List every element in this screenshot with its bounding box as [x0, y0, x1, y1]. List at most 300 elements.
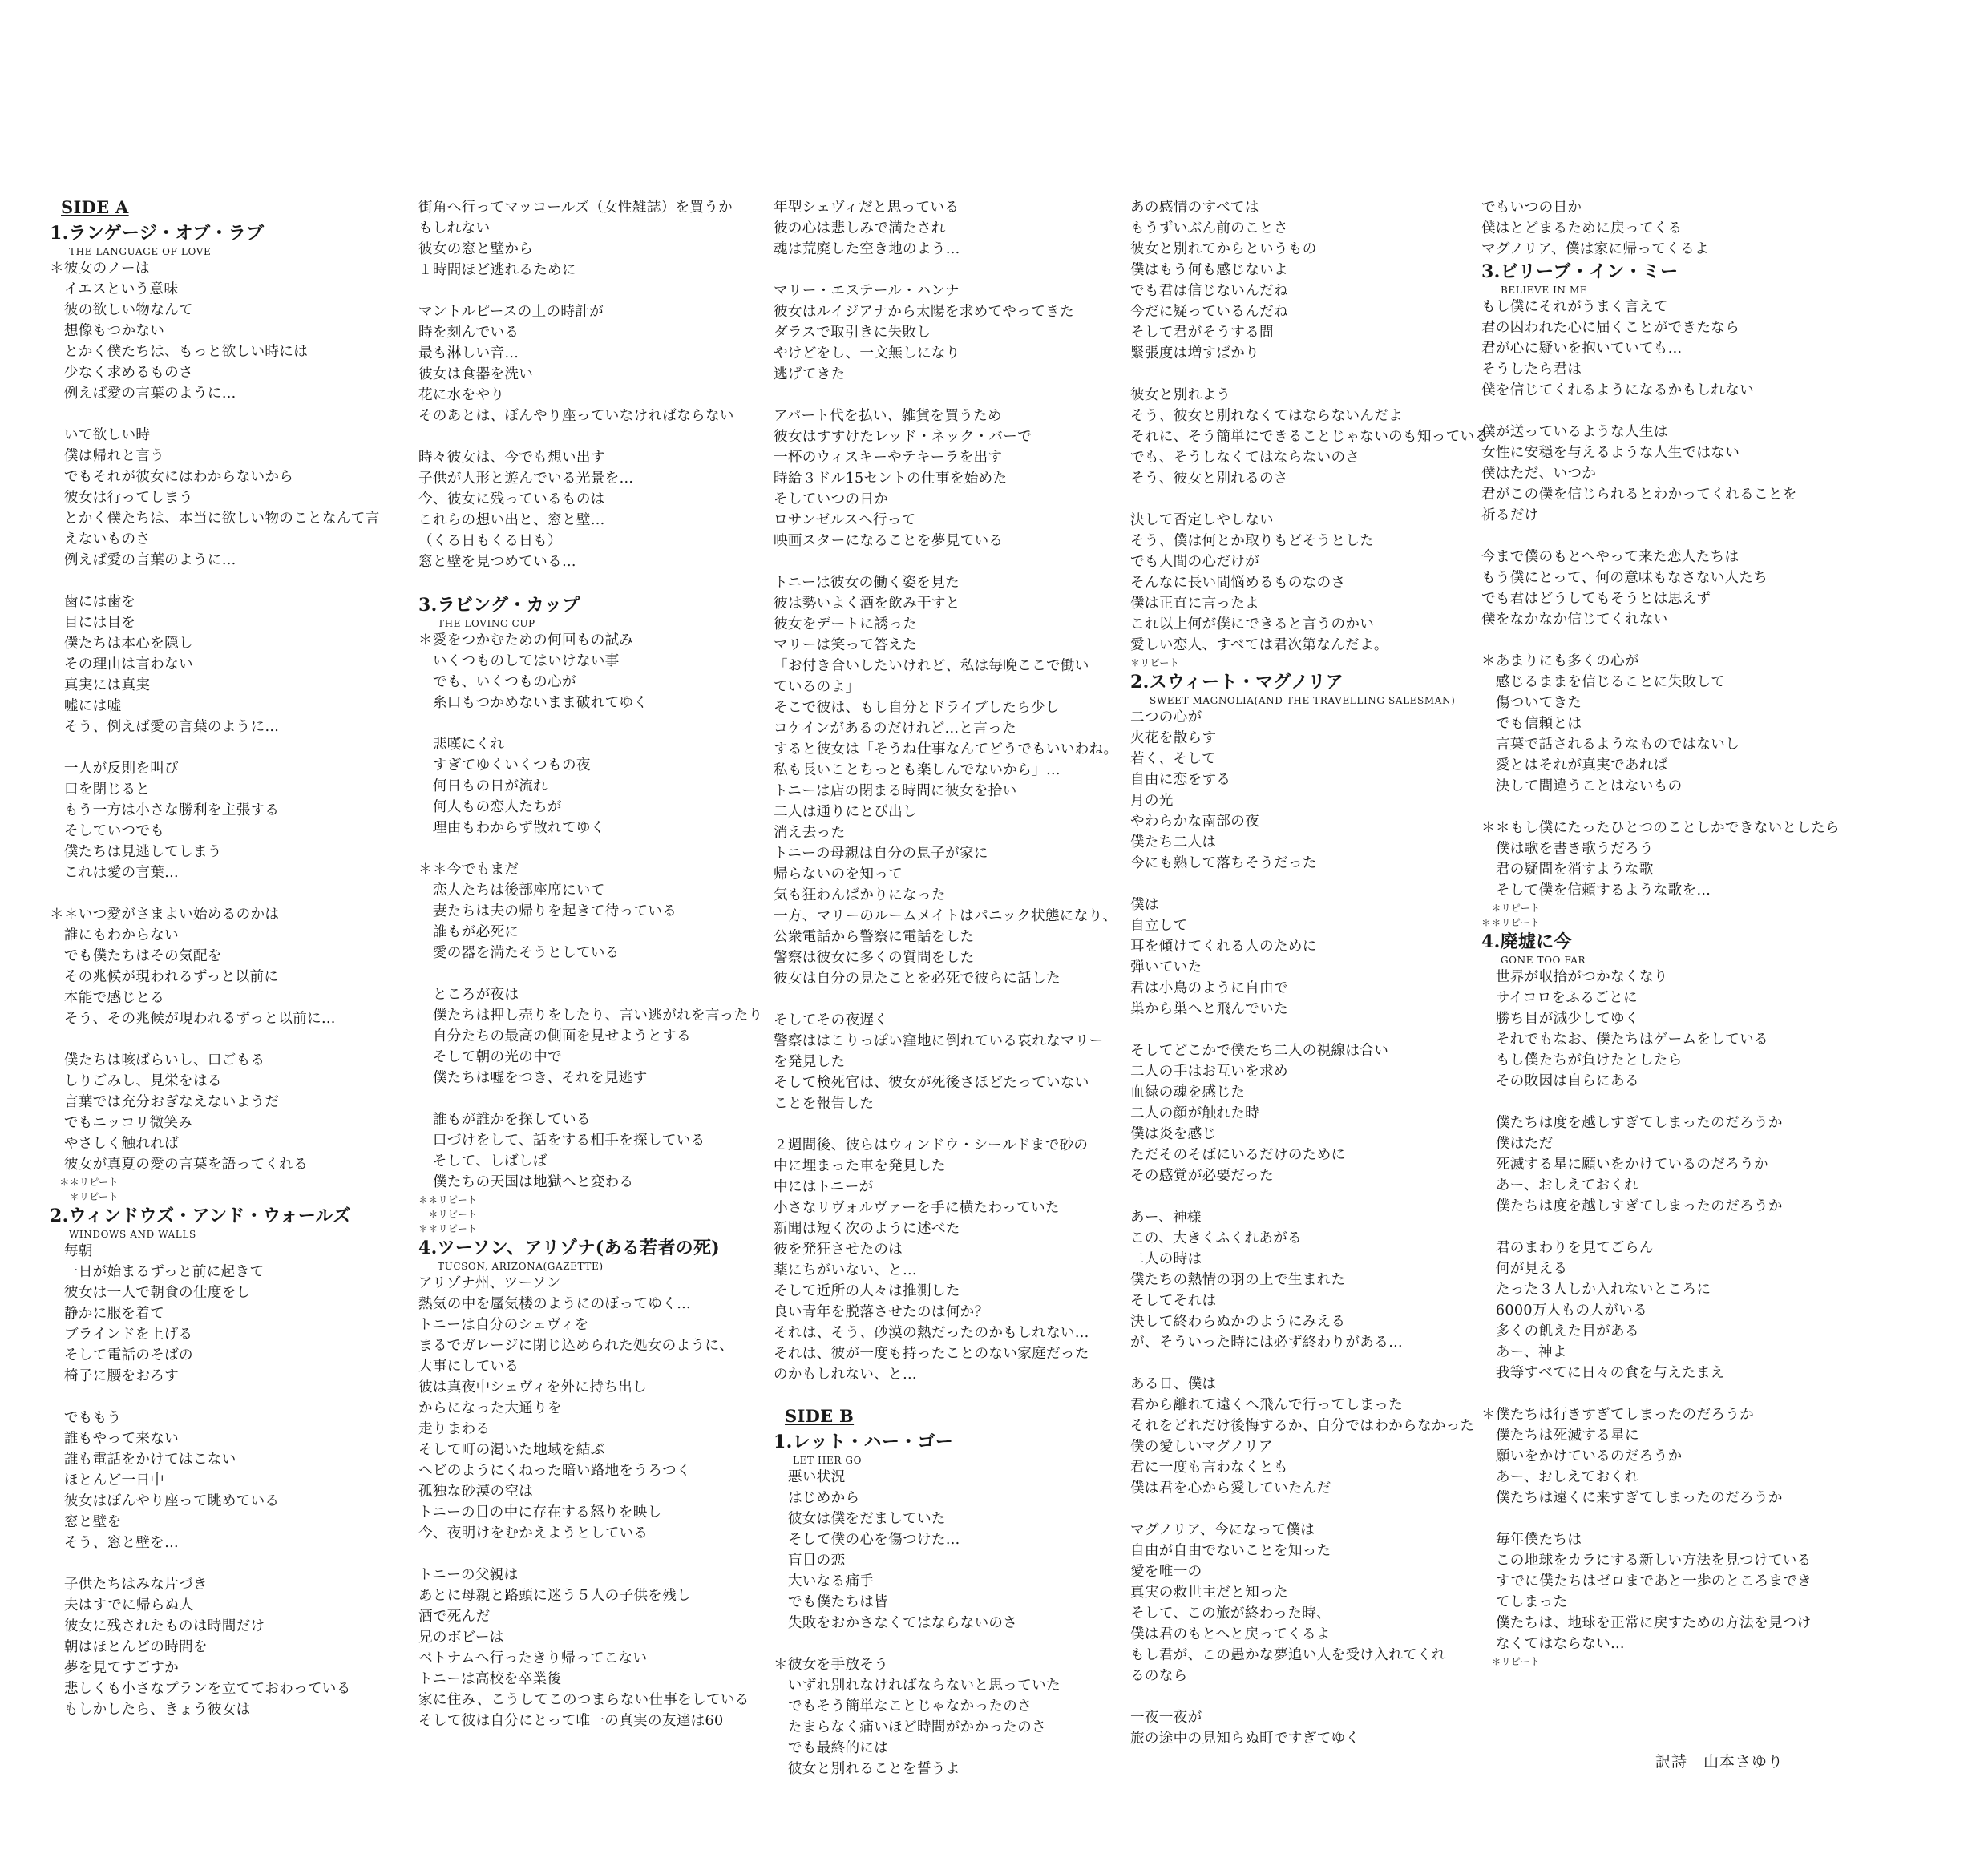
- lyric-line: 緊張度は増すばかり: [1130, 345, 1260, 361]
- lyric-line: 誰もが必死に: [418, 924, 519, 940]
- lyric-line: 自立して: [1130, 918, 1188, 934]
- lyrics-column-2: [418, 197, 763, 1731]
- stanza-gap: [50, 1029, 394, 1050]
- side-heading: SIDE B: [785, 1406, 855, 1426]
- lyrics-column-4: [1130, 197, 1489, 1749]
- lyric-line: 僕たちは咳ばらいし、口ごもる: [50, 1052, 265, 1068]
- lyric-line: ブラインドを上げる: [50, 1327, 193, 1343]
- lyric-line: 誰もが誰かを探している: [418, 1112, 591, 1128]
- lyric-line: もしかしたら、きょう彼女は: [50, 1702, 251, 1718]
- lyric-line: 歯には歯を: [50, 594, 136, 610]
- lyric-line: 何人もの恋人たちが: [418, 799, 562, 815]
- lyric-line: 夫はすでに帰らぬ人: [50, 1597, 194, 1614]
- lyric-line: 「お付き合いしたいけれど、私は毎晩ここで働い: [774, 658, 1089, 674]
- lyric-line: なくてはならない…: [1481, 1636, 1625, 1652]
- lyric-line: 僕たちは度を越しすぎてしまったのだろうか: [1481, 1198, 1783, 1214]
- lyric-line: それをどれだけ後悔するか、自分ではわからなかった: [1130, 1418, 1475, 1434]
- lyric-line: トニーの母親は自分の息子が家に: [774, 846, 988, 862]
- lyric-line: もうずいぶん前のことさ: [1130, 220, 1288, 236]
- lyric-line: はじめから: [774, 1490, 860, 1506]
- stanza-gap: [50, 1387, 394, 1408]
- lyric-line: とかく僕たちは、本当に欲しい物のことなんて言: [50, 511, 380, 527]
- lyric-line: そして電話のそばの: [50, 1347, 193, 1363]
- lyric-line: 火花を散らす: [1130, 730, 1217, 746]
- lyric-line: もし僕たちが負けたとしたら: [1481, 1052, 1683, 1068]
- lyric-line: でももう: [50, 1410, 122, 1426]
- lyric-line: 恋人たちは後部座席にいて: [418, 882, 605, 899]
- stanza-gap: [1481, 1217, 1826, 1238]
- stanza-gap: [1481, 1509, 1826, 1529]
- stanza-gap: [1481, 1383, 1826, 1404]
- stanza-gap: [774, 260, 1118, 281]
- lyric-line: 月の光: [1130, 793, 1174, 809]
- stanza-gap: [50, 737, 394, 758]
- repeat-marker: ＊＊リピート: [418, 1223, 478, 1234]
- lyric-line: 子供が人形と遊んでいる光景を…: [418, 471, 634, 487]
- lyric-line: アリゾナ州、ツーソン: [418, 1275, 561, 1291]
- stanza-gap: [1130, 1686, 1475, 1707]
- lyric-line: やわらかな南部の夜: [1130, 814, 1260, 830]
- lyric-line: 僕はただ: [1481, 1136, 1554, 1152]
- lyric-line: 決して終わらぬかのようにみえる: [1130, 1314, 1346, 1330]
- lyric-line: 最も淋しい音…: [418, 345, 519, 361]
- lyric-line: 彼は勢いよく酒を飲み干すと: [774, 596, 960, 612]
- lyric-line: 僕は: [1130, 897, 1159, 913]
- lyric-line: ロサンゼルスへ行って: [774, 512, 916, 528]
- lyric-line: 映画スターになることを夢見ている: [774, 533, 1004, 549]
- lyric-line: 君は小鳥のように自由で: [1130, 980, 1288, 996]
- lyric-line: 帰らないのを知って: [774, 866, 903, 882]
- lyric-line: 僕たちは死滅する星に: [1481, 1428, 1639, 1444]
- lyric-line: もう一方は小さな勝利を主張する: [50, 802, 280, 818]
- lyric-line: 大いなる痛手: [774, 1573, 875, 1589]
- song-title: 2.ウィンドウズ・アンド・ウォールズ: [50, 1206, 351, 1226]
- stanza-gap: [1130, 1353, 1475, 1374]
- lyric-line: あー、おしえておくれ: [1481, 1469, 1639, 1485]
- lyric-line: まるでガレージに閉じ込められた処女のように、: [418, 1338, 734, 1354]
- lyric-line: 想像もつかない: [50, 323, 165, 339]
- stanza-gap: [1481, 401, 1826, 422]
- stanza-gap: [1130, 1186, 1475, 1207]
- lyric-line: 一方、マリーのルームメイトはパニック状態になり、: [774, 908, 1117, 924]
- lyric-line: あー、神様: [1130, 1210, 1202, 1226]
- lyric-line: 窓と壁を見つめている…: [418, 554, 576, 570]
- lyric-line: そして近所の人々は推測した: [774, 1283, 960, 1299]
- lyric-line: でも人間の心だけが: [1130, 554, 1260, 570]
- lyric-line: 僕たちは、地球を正常に戻すための方法を見つけ: [1481, 1615, 1812, 1631]
- lyric-line: 妻たちは夫の帰りを起きて待っている: [418, 903, 677, 919]
- lyric-line: そして朝の光の中で: [418, 1049, 562, 1065]
- lyric-line: そして検死官は、彼女が死後さほどたっていない: [774, 1075, 1089, 1091]
- lyric-line: 何日もの日が流れ: [418, 778, 548, 794]
- lyric-line: でもニッコリ微笑み: [50, 1115, 193, 1131]
- lyric-line: そんなに長い間悩めるものなのさ: [1130, 575, 1346, 591]
- lyric-line: 自由が自由でないことを知った: [1130, 1543, 1331, 1559]
- lyric-line: でもそう簡単なことじゃなかったのさ: [774, 1698, 1032, 1715]
- lyric-line: そこで彼は、もし自分とドライブしたら少し: [774, 700, 1060, 716]
- lyric-line: 僕は歌を書き歌うだろう: [1481, 841, 1654, 857]
- lyric-line: ＊あまりにも多くの心が: [1481, 653, 1639, 669]
- lyric-line: あの感情のすべては: [1130, 200, 1259, 216]
- stanza-gap: [1481, 630, 1826, 651]
- lyric-line: もし君が、この愚かな夢追い人を受け入れてくれ: [1130, 1647, 1446, 1663]
- lyric-line: これ以上何が僕にできると言うのかい: [1130, 616, 1375, 632]
- lyric-line: 中にはトニーが: [774, 1179, 874, 1195]
- lyric-line: 僕の愛しいマグノリア: [1130, 1439, 1273, 1455]
- song-title: 4.ツーソン、アリゾナ(ある若者の死): [418, 1238, 720, 1258]
- lyric-line: あー、おしえておくれ: [1481, 1177, 1639, 1193]
- lyric-line: でもいつの日か: [1481, 200, 1582, 216]
- lyric-line: そして町の渇いた地域を結ぶ: [418, 1442, 605, 1458]
- lyric-line: 公衆電話から警察に電話をした: [774, 929, 975, 945]
- stanza-gap: [1130, 489, 1475, 510]
- lyric-line: 僕はもう何も感じないよ: [1130, 262, 1288, 278]
- lyric-line: この、大きくふくれあがる: [1130, 1230, 1303, 1246]
- lyric-line: でも君は信じないんだね: [1130, 283, 1288, 299]
- lyric-line: マグノリア、今になって僕は: [1130, 1522, 1315, 1538]
- lyric-line: ほとんど一日中: [50, 1472, 165, 1488]
- stanza-gap: [50, 883, 394, 904]
- lyric-line: 僕を信じてくれるようになるかもしれない: [1481, 382, 1754, 398]
- lyric-line: 走りまわる: [418, 1421, 491, 1437]
- lyric-line: 今、彼女に残っているものは: [418, 491, 605, 507]
- lyric-line: からになった大通りを: [418, 1400, 562, 1416]
- lyric-line: 彼女に残されたものは時間だけ: [50, 1618, 265, 1634]
- lyric-line: 彼女はぼんやり座って眺めている: [50, 1493, 280, 1509]
- stanza-gap: [1130, 1020, 1475, 1040]
- lyric-line: そして僕の心を傷つけた…: [774, 1532, 960, 1548]
- lyric-line: 警察は彼女に多くの質問をした: [774, 950, 975, 966]
- lyric-line: ことを報告した: [774, 1096, 875, 1112]
- lyric-line: ＊愛をつかむための何回もの試み: [418, 632, 634, 648]
- lyric-line: 時を刻んでいる: [418, 325, 519, 341]
- lyric-line: 僕は君のもとへと戻ってくるよ: [1130, 1626, 1331, 1642]
- lyric-line: 二人は通りにとび出し: [774, 804, 917, 820]
- lyric-line: ＊＊いつ愛がさまよい始めるのかは: [50, 907, 280, 923]
- lyric-line: いずれ別れなければならないと思っていた: [774, 1678, 1061, 1694]
- lyric-line: すでに僕たちはゼロまであと一歩のところまでき: [1481, 1573, 1812, 1589]
- lyric-line: コケインがあるのだけれど…と言った: [774, 721, 1016, 737]
- lyric-line: 今だに疑っているんだね: [1130, 304, 1288, 320]
- lyric-line: 僕たち二人は: [1130, 834, 1217, 850]
- stanza-gap: [774, 551, 1118, 572]
- stanza-gap: [418, 838, 763, 859]
- lyric-line: １時間ほど逃れるために: [418, 262, 576, 278]
- repeat-marker: ＊リピート: [50, 1191, 119, 1202]
- stanza-gap: [418, 1544, 763, 1565]
- song-subtitle: WINDOWS AND WALLS: [69, 1229, 196, 1240]
- lyric-line: もし僕にそれがうまく言えて: [1481, 299, 1668, 315]
- lyric-line: たった３人しか入れないところに: [1481, 1282, 1711, 1298]
- lyric-line: を発見した: [774, 1054, 846, 1070]
- lyric-line: ただそのそばにいるだけのために: [1130, 1147, 1346, 1163]
- lyric-line: 本能で感じとる: [50, 990, 165, 1006]
- lyric-line: マントルピースの上の時計が: [418, 304, 604, 320]
- lyric-line: てしまった: [1481, 1594, 1568, 1610]
- lyric-line: その敗因は自らにある: [1481, 1073, 1639, 1089]
- song-subtitle: LET HER GO: [793, 1455, 863, 1466]
- lyric-line: 彼女は行ってしまう: [50, 490, 193, 506]
- lyric-line: でも君はどうしてもそうとは思えず: [1481, 591, 1711, 607]
- lyric-line: でも、いくつもの心が: [418, 674, 576, 690]
- lyric-line: 彼女の窓と壁から: [418, 241, 534, 257]
- song-subtitle: THE LOVING CUP: [438, 618, 535, 629]
- stanza-gap: [774, 989, 1118, 1010]
- lyric-line: 6000万人もの人がいる: [1481, 1303, 1648, 1319]
- lyric-line: そしていつでも: [50, 823, 165, 839]
- lyric-line: 君の囚われた心に届くことができたなら: [1481, 320, 1740, 336]
- lyric-line: 僕は君を心から愛していたんだ: [1130, 1480, 1331, 1496]
- lyric-line: 僕はとどまるために戻ってくる: [1481, 220, 1683, 236]
- lyric-line: サイコロをふるごとに: [1481, 990, 1638, 1006]
- stanza-gap: [774, 1114, 1118, 1135]
- lyric-line: 世界が収拾がつかなくなり: [1481, 969, 1668, 985]
- lyric-line: 僕をなかなか信じてくれない: [1481, 612, 1668, 628]
- lyric-line: 愛の器を満たそうとしている: [418, 945, 620, 961]
- lyric-line: 私も長いことちっとも楽しんでないから」…: [774, 762, 1061, 778]
- lyric-line: 愛を唯一の: [1130, 1564, 1202, 1580]
- lyric-line: そして僕を信頼するような歌を…: [1481, 882, 1711, 899]
- repeat-marker: ＊＊リピート: [418, 1194, 478, 1206]
- lyric-line: 朝はほとんどの時間を: [50, 1639, 208, 1655]
- stanza-gap: [418, 281, 763, 301]
- lyric-line: マリーは笑って答えた: [774, 637, 917, 653]
- lyric-line: 彼女と別れてからというもの: [1130, 241, 1317, 257]
- lyric-line: そう、窓と壁を…: [50, 1535, 180, 1551]
- lyric-line: あとに母親と路頭に迷う５人の子供を残し: [418, 1588, 691, 1604]
- lyric-line: でも僕たちは皆: [774, 1594, 889, 1610]
- lyric-line: ヘビのようにくねった暗い路地をうろつく: [418, 1463, 691, 1479]
- lyric-line: そう、その兆候が現われるずっと以前に…: [50, 1011, 336, 1027]
- lyric-line: そしてそれは: [1130, 1293, 1217, 1309]
- lyric-line: 彼女は自分の見たことを必死で彼らに話した: [774, 971, 1061, 987]
- lyric-line: 二人の手はお互いを求め: [1130, 1064, 1288, 1080]
- lyric-line: 多くの飢えた目がある: [1481, 1323, 1639, 1339]
- lyric-line: でもそれが彼女にはわからないから: [50, 469, 294, 485]
- song-title: 3.ビリーブ・イン・ミー: [1481, 261, 1679, 282]
- lyric-line: 願いをかけているのだろうか: [1481, 1448, 1683, 1464]
- lyric-line: 旅の途中の見知らぬ町ですぎてゆく: [1130, 1731, 1360, 1747]
- lyric-line: 僕が送っているような人生は: [1481, 424, 1668, 440]
- lyric-line: 死滅する星に願いをかけているのだろうか: [1481, 1157, 1768, 1173]
- repeat-marker: ＊リピート: [1130, 657, 1180, 668]
- lyric-line: 君から離れて遠くへ飛んで行ってしまった: [1130, 1397, 1403, 1413]
- lyric-line: ＊＊もし僕にたったひとつのことしかできないとしたら: [1481, 820, 1840, 836]
- song-title: 2.スウィート・マグノリア: [1130, 672, 1344, 693]
- lyric-line: 耳を傾けてくれる人のために: [1130, 939, 1317, 955]
- lyric-line: 二人の時は: [1130, 1251, 1202, 1267]
- lyric-line: トニーは店の閉まる時間に彼女を拾い: [774, 783, 1017, 799]
- lyric-line: 薬にちがいない、と…: [774, 1262, 917, 1278]
- lyric-line: 街角へ行ってマッコールズ（女性雑誌）を買うか: [418, 200, 733, 216]
- lyric-line: 小さなリヴォルヴァーを手に横たわっていた: [774, 1200, 1060, 1216]
- stanza-gap: [1481, 1092, 1826, 1113]
- lyric-line: 熱気の中を蜃気楼のようにのぼってゆく…: [418, 1296, 691, 1312]
- stanza-gap: [418, 963, 763, 984]
- lyric-line: すぎてゆくいくつもの夜: [418, 757, 591, 773]
- lyric-line: 僕たちは度を越しすぎてしまったのだろうか: [1481, 1115, 1783, 1131]
- lyric-line: たまらなく痛いほど時間がかかったのさ: [774, 1719, 1046, 1735]
- repeat-marker: ＊リピート: [418, 1209, 478, 1220]
- lyric-line: トニーは彼女の働く姿を見た: [774, 575, 960, 591]
- song-title: 4.廃墟に今: [1481, 931, 1572, 952]
- lyric-line: 彼の心は悲しみで満たされ: [774, 220, 946, 236]
- lyric-line: これらの想い出と、窓と壁…: [418, 512, 605, 528]
- lyric-line: 例えば愛の言葉のように…: [50, 552, 236, 568]
- lyric-line: 女性に安穏を与えるような人生ではない: [1481, 445, 1740, 461]
- translator-credit: 訳詩 山本さゆり: [1655, 1753, 1784, 1771]
- lyric-line: そしてどこかで僕たち二人の視線は合い: [1130, 1043, 1389, 1059]
- lyric-line: これは愛の言葉…: [50, 865, 180, 881]
- lyric-line: 君のまわりを見てごらん: [1481, 1240, 1654, 1256]
- lyric-line: 今まで僕のもとへやって来た恋人たちは: [1481, 549, 1740, 565]
- lyric-line: そしていつの日か: [774, 491, 889, 507]
- lyric-line: 彼女は一人で朝食の仕度をし: [50, 1285, 251, 1301]
- lyric-line: でも信頼とは: [1481, 716, 1582, 732]
- lyric-line: 口を閉じると: [50, 782, 151, 798]
- song-subtitle: GONE TOO FAR: [1501, 955, 1586, 966]
- lyric-line: 僕は正直に言ったよ: [1130, 596, 1260, 612]
- lyric-line: 花に水をやり: [418, 387, 505, 403]
- lyric-line: そうしたら君は: [1481, 361, 1582, 378]
- lyric-line: ＊彼女のノーは: [50, 261, 150, 277]
- lyric-line: 今にも熟して落ちそうだった: [1130, 855, 1317, 871]
- lyric-line: 一杯のウィスキーやテキーラを出す: [774, 450, 1003, 466]
- stanza-gap: [1130, 364, 1475, 385]
- lyric-line: そう、彼女と別れなくてはならないんだよ: [1130, 408, 1403, 424]
- song-title: 1.レット・ハー・ゴー: [774, 1432, 954, 1452]
- lyric-line: 一日が始まるずっと前に起きて: [50, 1264, 265, 1280]
- lyric-line: やけどをし、一文無しになり: [774, 345, 960, 361]
- lyric-line: 彼女はすすけたレッド・ネック・バーで: [774, 429, 1032, 445]
- lyric-line: すると彼女は「そうね仕事なんてどうでもいいわね。: [774, 741, 1118, 757]
- lyric-line: 兄のボビーは: [418, 1630, 504, 1646]
- lyric-line: ベトナムへ行ったきり帰ってこない: [418, 1650, 648, 1666]
- lyric-line: しりごみし、見栄をはる: [50, 1073, 222, 1089]
- lyric-line: 僕は炎を感じ: [1130, 1126, 1217, 1142]
- lyric-line: ある日、僕は: [1130, 1376, 1217, 1392]
- lyric-line: 彼を発狂させたのは: [774, 1242, 903, 1258]
- lyric-line: もしれない: [418, 220, 491, 236]
- side-heading: SIDE A: [61, 197, 129, 217]
- lyric-line: 気も狂わんばかりになった: [774, 887, 946, 903]
- lyric-line: 悪い状況: [774, 1469, 846, 1485]
- lyric-line: それは、彼が一度も持ったことのない家庭だった: [774, 1346, 1089, 1362]
- lyric-line: 孤独な砂漠の空は: [418, 1484, 534, 1500]
- lyric-line: そのあとは、ぼんやり座っていなければならない: [418, 408, 734, 424]
- lyric-line: マグノリア、僕は家に帰ってくるよ: [1481, 241, 1709, 257]
- lyric-line: 彼女が真夏の愛の言葉を語ってくれる: [50, 1157, 309, 1173]
- lyric-line: トニーの目の中に存在する怒りを映し: [418, 1504, 662, 1521]
- lyric-line: そう、例えば愛の言葉のように…: [50, 719, 280, 735]
- lyric-line: 彼女は食器を洗い: [418, 366, 534, 382]
- lyric-line: 悲嘆にくれ: [418, 737, 505, 753]
- lyric-line: 若く、そして: [1130, 751, 1217, 767]
- lyric-line: トニーの父親は: [418, 1567, 519, 1583]
- lyric-line: 言葉で話されるようなものではないし: [1481, 737, 1740, 753]
- lyric-line: イエスという意味: [50, 281, 179, 297]
- lyric-line: 大事にしている: [418, 1359, 519, 1375]
- lyrics-column-1: [50, 197, 394, 1720]
- lyric-line: 家に住み、こうしてこのつまらない仕事をしている: [418, 1692, 750, 1708]
- lyric-line: 嘘には嘘: [50, 698, 122, 714]
- stanza-gap: [418, 1088, 763, 1109]
- song-title: 3.ラビング・カップ: [418, 595, 580, 616]
- lyric-line: 少なく求めるものさ: [50, 365, 193, 381]
- repeat-marker: ＊＊リピート: [1481, 917, 1541, 928]
- stanza-gap: [1130, 874, 1475, 895]
- lyric-line: 年型シェヴィだと思っている: [774, 200, 960, 216]
- lyric-line: 彼の欲しい物なんて: [50, 302, 193, 318]
- repeat-marker: ＊＊リピート: [50, 1177, 119, 1188]
- lyric-line: 誰もやって来ない: [50, 1431, 180, 1447]
- lyric-line: 毎朝: [50, 1243, 93, 1259]
- lyric-line: 僕はただ、いつか: [1481, 466, 1597, 482]
- lyric-line: 彼女と別れることを誓うよ: [774, 1761, 960, 1777]
- lyric-line: 僕たちの天国は地獄へと変わる: [418, 1174, 634, 1190]
- lyric-line: 酒で死んだ: [418, 1609, 491, 1625]
- lyric-line: 二人の顔が触れた時: [1130, 1105, 1260, 1121]
- lyric-line: そして、しばしば: [418, 1153, 548, 1169]
- lyric-line: 僕たちは嘘をつき、それを見逃す: [418, 1070, 648, 1086]
- lyric-line: 僕は帰れと言う: [50, 448, 165, 464]
- stanza-gap: [1481, 526, 1826, 547]
- lyric-line: 真実の救世主だと知った: [1130, 1585, 1288, 1601]
- lyric-line: いくつものしてはいけない事: [418, 653, 620, 669]
- lyric-line: ところが夜は: [418, 987, 519, 1003]
- lyric-line: 中に埋まった車を発見した: [774, 1158, 946, 1174]
- lyric-line: トニーは自分のシェヴィを: [418, 1317, 589, 1333]
- lyric-line: ダラスで取引きに失敗し: [774, 325, 931, 341]
- lyric-line: でも僕たちはその気配を: [50, 948, 222, 964]
- lyric-line: 弾いていた: [1130, 959, 1202, 975]
- song-subtitle: BELIEVE IN ME: [1501, 285, 1588, 296]
- lyric-line: 彼女はルイジアナから太陽を求めてやってきた: [774, 304, 1074, 320]
- lyric-line: 子供たちはみな片づき: [50, 1577, 208, 1593]
- lyric-line: 我等すべてに日々の食を与えたまえ: [1481, 1365, 1725, 1381]
- stanza-gap: [50, 404, 394, 425]
- lyric-line: 僕たちの熱情の羽の上で生まれた: [1130, 1272, 1346, 1288]
- lyric-line: トニーは高校を卒業後: [418, 1671, 562, 1687]
- lyric-line: 毎年僕たちは: [1481, 1532, 1582, 1548]
- lyric-line: 愛しい恋人、すべては君次第なんだよ。: [1130, 637, 1388, 653]
- lyric-line: それでもなお、僕たちはゲームをしている: [1481, 1032, 1768, 1048]
- lyric-line: 静かに服を着て: [50, 1306, 165, 1322]
- lyric-line: 自由に恋をする: [1130, 772, 1231, 788]
- lyric-line: 椅子に腰をおろす: [50, 1368, 180, 1384]
- lyric-line: 君に一度も言わなくとも: [1130, 1460, 1288, 1476]
- lyric-line: その兆候が現われるずっと以前に: [50, 969, 279, 985]
- lyric-line: そしてその夜遅く: [774, 1012, 889, 1028]
- lyric-line: 時給３ドル15セントの仕事を始めた: [774, 471, 1008, 487]
- lyric-line: 魂は荒廃した空き地のよう…: [774, 241, 960, 257]
- lyric-line: （くる日もくる日も）: [418, 533, 562, 549]
- lyric-line: 真実には真実: [50, 677, 151, 693]
- lyric-line: 糸口もつかめないまま破れてゆく: [418, 695, 649, 711]
- lyric-line: それに、そう簡単にできることじゃないのも知っている: [1130, 429, 1489, 445]
- lyric-line: ＊僕たちは行きすぎてしまったのだろうか: [1481, 1407, 1754, 1423]
- lyric-line: 僕たちは本心を隠し: [50, 636, 193, 652]
- lyric-line: えないものさ: [50, 531, 151, 547]
- song-title: 1.ランゲージ・オブ・ラブ: [50, 223, 265, 244]
- lyric-line: 夢を見てすごすか: [50, 1660, 180, 1676]
- lyric-line: 目には目を: [50, 615, 136, 631]
- lyric-line: 今、夜明けをむかえようとしている: [418, 1525, 649, 1541]
- lyric-line: 失敗をおかさなくてはならないのさ: [774, 1615, 1018, 1631]
- lyric-line: あー、神よ: [1481, 1344, 1567, 1360]
- lyric-line: 何が見える: [1481, 1261, 1568, 1277]
- lyric-line: 二つの心が: [1130, 709, 1202, 725]
